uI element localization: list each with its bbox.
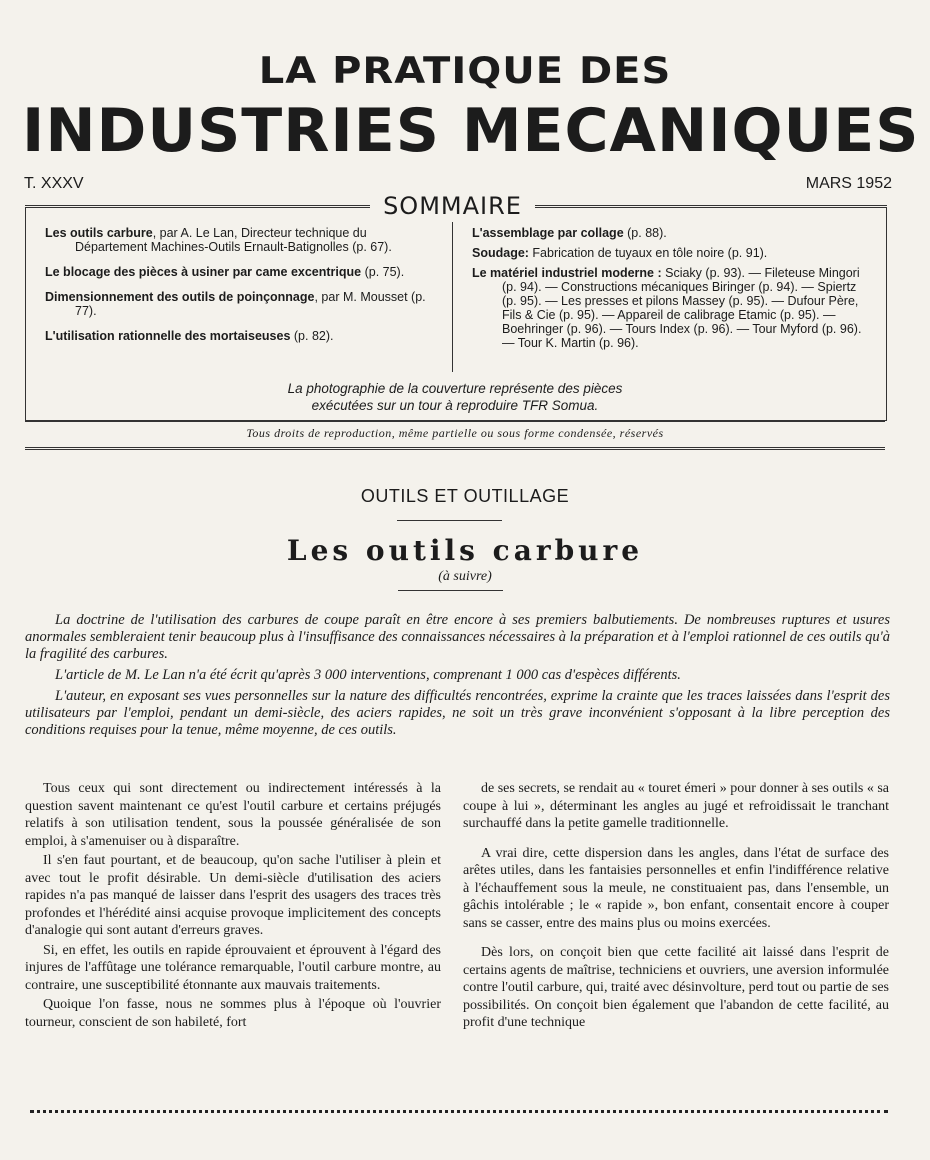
cover-note-line: exécutées sur un tour à reproduire TFR Somua. <box>311 398 599 413</box>
rights-rule <box>25 447 885 450</box>
cover-note-line: La photographie de la couverture représente des pièces <box>287 381 623 396</box>
intro-paragraph: La doctrine de l'utilisation des carbures de coupe paraît en être encore à ses premiers balbutiements. De nombreuses ruptures et usures anormales sembleraient tenir beaucoup plus à l'insuffisance des connaissances nécessaires à la préparation et à l'emploi rationnel de ces outils qu'à la fragilité des carbures. <box>25 612 890 662</box>
bottom-dotted-rule <box>30 1110 888 1116</box>
sommaire-left-column <box>45 226 430 354</box>
body-paragraph: Dès lors, on conçoit bien que cette facilité ait laissé dans l'esprit de certains agents de maîtrise, techniciens et ouvriers, une aversion informulée contre l'outil carbure, qui, traité avec désinvolture, perd tout ou partie de ses possibilités. On conçoit bien également que l'abandon de cette facilité, au profit d'une technique <box>463 945 889 1030</box>
toc-item[interactable]: Le matériel industriel moderne : Sciaky (p. 93). — Fileteuse Mingori (p. 94). — Constructions mécaniques Biringer (p. 94). — Spiertz (p. 95). — Les presses et pilons Massey (p. 95). — Dufour Père, Fils & Cie (p. 95). — Appareil de calibrage Etamic (p. 95). — Boehringer (p. 96). — Tours Index (p. 96). — Tour Myford (p. 96). — Tour K. Martin (p. 96). <box>472 266 862 350</box>
issue-date: MARS 1952 <box>805 175 892 192</box>
volume-number: T. XXXV <box>24 175 84 192</box>
section-heading: OUTILS ET OUTILLAGE <box>360 486 570 506</box>
masthead-title-line2: INDUSTRIES MECANIQUES <box>22 96 920 166</box>
sommaire-right-column <box>472 226 867 356</box>
intro-paragraph: L'auteur, en exposant ses vues personnelles sur la nature des difficultés rencontrées, exprime la crainte que les traces laissées dans l'esprit des utilisateurs par l'emploi, pendant un demi-siècle, des aciers rapides, ne soit un très grave inconvénient s'opposant à la libre perception des conditions requises pour la tenue, même moyenne, de ces outils. <box>25 688 890 738</box>
toc-item[interactable]: Dimensionnement des outils de poinçonnage, par M. Mousset (p. 77). <box>45 290 426 318</box>
intro-paragraph: L'article de M. Le Lan n'a été écrit qu'après 3 000 interventions, comprenant 1 000 cas d'espèces différents. <box>55 667 681 683</box>
body-paragraph: Quoique l'on fasse, nous ne sommes plus à l'époque où l'ouvrier tourneur, conscient de son habileté, fort <box>25 997 441 1030</box>
rights-rule <box>25 421 885 422</box>
rights-notice: Tous droits de reproduction, même partielle ou sous forme condensée, réservés <box>246 426 664 440</box>
toc-item[interactable]: L'utilisation rationnelle des mortaiseuses (p. 82). <box>45 329 334 343</box>
title-rule <box>398 590 503 591</box>
body-paragraph: Tous ceux qui sont directement ou indirectement intéressés à la question savent maintenant ce qu'est l'outil carbure et certains préjugés relatifs à son utilisation tendent, sous la poussée généralisée de son emploi, à s'amenuiser ou à disparaître. <box>25 781 441 849</box>
toc-item[interactable]: L'assemblage par collage (p. 88). <box>472 226 667 240</box>
masthead-title-line1: LA PRATIQUE DES <box>258 49 672 93</box>
body-paragraph: Si, en effet, les outils en rapide éprouvaient et éprouvent à l'égard des injures de l'affûtage une tolérance remarquable, l'outil carbure montre, au contraire, une susceptibilité étonnante aux mauvais traitements. <box>25 942 441 993</box>
article-title: Les outils carbure <box>286 534 644 567</box>
article-intro <box>25 612 890 743</box>
body-paragraph: A vrai dire, cette dispersion dans les angles, dans l'état de surface des arêtes utiles, dans les fantaisies personnelles et enfin l'indifférence relative à l'échauffement sous la meule, ne constituaient pas, dans l'ensemble, un gâchis intolérable ; le « rapide », bon enfant, consentait encore à couper sans se casser, entre des mains plus ou moins exercées. <box>463 845 889 931</box>
body-paragraph: Il s'en faut pourtant, et de beaucoup, qu'on sache l'utiliser à plein et avec tout le profit désirable. Un demi-siècle d'utilisation des aciers rapides n'a pas manqué de laisser dans l'esprit des usagers des traces très profondes et l'hérédité ainsi acquise provoque implicitement des concepts d'analogie qui sont autant d'erreurs graves. <box>25 853 441 938</box>
toc-item[interactable]: Les outils carbure, par A. Le Lan, Directeur technique du Département Machines-Outils Ernault-Batignolles (p. 67). <box>45 226 392 254</box>
article-subtitle: (à suivre) <box>438 569 492 584</box>
cover-photo-note <box>25 380 885 414</box>
sommaire-title: SOMMAIRE <box>383 192 522 220</box>
section-rule <box>397 520 502 521</box>
body-paragraph: de ses secrets, se rendait au « touret émeri » pour donner à ses outils « sa coupe à lui », déterminant les angles au jugé et refroidissait le tranchant surchauffé dans la petite gamelle traditionnelle. <box>463 781 889 831</box>
body-column-right <box>463 780 889 1044</box>
toc-item[interactable]: Soudage: Fabrication de tuyaux en tôle noire (p. 91). <box>472 246 768 260</box>
sommaire-column-divider <box>452 222 453 372</box>
body-column-left <box>25 780 441 1033</box>
toc-item[interactable]: Le blocage des pièces à usiner par came excentrique (p. 75). <box>45 265 405 279</box>
